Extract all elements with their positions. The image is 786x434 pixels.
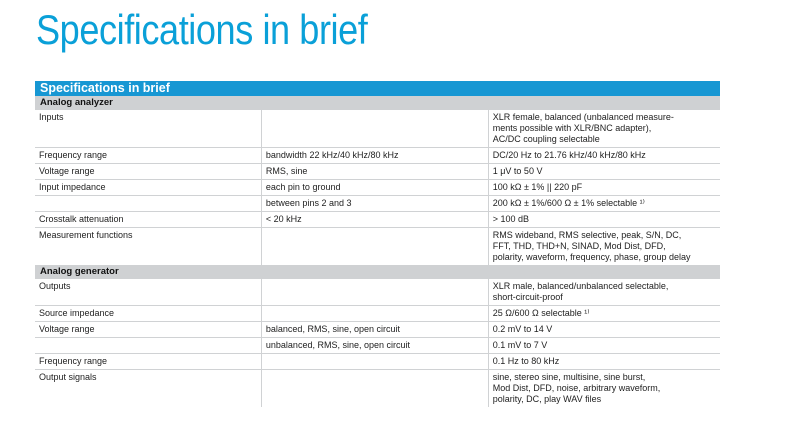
page-title: Specifications in brief — [36, 6, 368, 53]
table-row — [35, 338, 720, 354]
spec-label: Measurement functions — [35, 228, 261, 266]
table-row — [35, 180, 720, 196]
spec-value: XLR female, balanced (unbalanced measure- ments possible with XLR/BNC adapter), AC/DC coupling selectable — [492, 112, 674, 144]
table-row — [35, 279, 720, 306]
spec-label: Crosstalk attenuation — [35, 212, 261, 228]
table-row — [35, 354, 720, 370]
table-row — [35, 164, 720, 180]
spec-value: 0.1 Hz to 80 kHz — [488, 354, 720, 370]
table-title: Specifications in brief — [35, 81, 720, 96]
spec-condition — [261, 306, 488, 322]
spec-condition: unbalanced, RMS, sine, open circuit — [261, 338, 488, 354]
specifications-table — [35, 81, 720, 407]
spec-value: 1 μV to 50 V — [488, 164, 720, 180]
table-row — [35, 306, 720, 322]
table-row — [35, 148, 720, 164]
spec-condition: RMS, sine — [261, 164, 488, 180]
spec-condition: bandwidth 22 kHz/40 kHz/80 kHz — [261, 148, 488, 164]
spec-label — [35, 196, 261, 212]
spec-condition — [261, 228, 488, 266]
spec-value: 100 kΩ ± 1% || 220 pF — [488, 180, 720, 196]
spec-label: Input impedance — [35, 180, 261, 196]
spec-condition: balanced, RMS, sine, open circuit — [261, 322, 488, 338]
spec-label: Voltage range — [35, 164, 261, 180]
table-row — [35, 370, 720, 408]
section-header: Analog generator — [35, 265, 720, 279]
spec-condition: between pins 2 and 3 — [261, 196, 488, 212]
spec-value: 0.2 mV to 14 V — [488, 322, 720, 338]
spec-label: Voltage range — [35, 322, 261, 338]
spec-condition — [261, 110, 488, 148]
table-row — [35, 322, 720, 338]
spec-condition — [261, 354, 488, 370]
spec-value: 200 kΩ ± 1%/600 Ω ± 1% selectable ¹⁾ — [488, 196, 720, 212]
spec-condition: < 20 kHz — [261, 212, 488, 228]
spec-label: Outputs — [35, 279, 261, 306]
spec-label: Source impedance — [35, 306, 261, 322]
spec-value: 0.1 mV to 7 V — [488, 338, 720, 354]
spec-label: Frequency range — [35, 354, 261, 370]
spec-value: > 100 dB — [488, 212, 720, 228]
table-row — [35, 196, 720, 212]
spec-condition — [261, 279, 488, 306]
spec-label: Frequency range — [35, 148, 261, 164]
table-row — [35, 212, 720, 228]
spec-label: Inputs — [35, 110, 261, 148]
spec-value: DC/20 Hz to 21.76 kHz/40 kHz/80 kHz — [488, 148, 720, 164]
spec-value: sine, stereo sine, multisine, sine burst, Mod Dist, DFD, noise, arbitrary waveform, polarity, DC, play WAV files — [488, 370, 720, 408]
spec-label: Output signals — [35, 370, 261, 408]
spec-value: XLR male, balanced/unbalanced selectable, short-circuit-proof — [492, 281, 669, 302]
section-header: Analog analyzer — [35, 96, 720, 110]
spec-value: RMS wideband, RMS selective, peak, S/N, DC, FFT, THD, THD+N, SINAD, Mod Dist, DFD, polarity, waveform, frequency, phase, group delay — [488, 228, 720, 266]
spec-label — [35, 338, 261, 354]
spec-condition — [261, 370, 488, 408]
spec-value: 25 Ω/600 Ω selectable ¹⁾ — [488, 306, 720, 322]
table-row — [35, 110, 720, 148]
spec-condition: each pin to ground — [261, 180, 488, 196]
table-row — [35, 228, 720, 266]
